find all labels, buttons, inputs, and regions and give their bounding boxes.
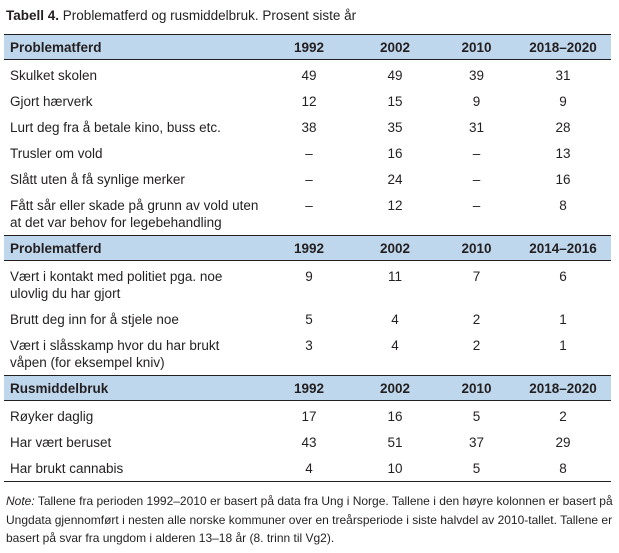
row-label: Slått uten å få synlige merker xyxy=(10,172,185,187)
cell-value: 8 xyxy=(515,455,611,482)
table-row xyxy=(4,261,611,307)
table-caption xyxy=(6,8,615,24)
cell-value: 4 xyxy=(391,312,399,327)
row-label: Har vært beruset xyxy=(10,435,112,450)
header-year-2002: 2002 xyxy=(352,236,438,261)
cell-value: 38 xyxy=(301,120,317,135)
row-label: Skulket skolen xyxy=(10,68,98,83)
row-label: Røyker daglig xyxy=(10,409,94,424)
cell-value: 2 xyxy=(472,338,481,353)
cell-value: 9 xyxy=(305,269,313,284)
cell-value: 13 xyxy=(555,146,571,161)
table-row xyxy=(4,429,611,455)
row-label: Trusler om vold xyxy=(10,146,103,161)
cell-value: 16 xyxy=(387,409,403,424)
cell-value: 49 xyxy=(301,68,317,83)
table-row xyxy=(4,401,611,430)
row-label: Lurt deg fra å betale kino, buss etc. xyxy=(10,120,221,135)
cell-value: – xyxy=(305,146,313,161)
cell-value: 28 xyxy=(555,120,571,135)
header-year-2018-2020: 2018–2020 xyxy=(515,376,611,401)
cell-value: 16 xyxy=(555,172,571,187)
header-year-2014-2016: 2014–2016 xyxy=(515,236,611,261)
caption-text: Problematferd og rusmiddelbruk. Prosent siste år xyxy=(62,8,357,23)
row-label xyxy=(4,332,266,376)
cell-value: 31 xyxy=(468,120,485,135)
header-year-2010: 2010 xyxy=(438,35,515,60)
table-row xyxy=(4,306,611,332)
row-label-line-1: Vært i kontakt med politiet pga. noe xyxy=(10,269,223,284)
cell-value: – xyxy=(472,198,481,213)
cell-value: 2 xyxy=(559,409,567,424)
header-year-2018-2020: 2018–2020 xyxy=(515,35,611,60)
row-label: Brutt deg inn for å stjele noe xyxy=(10,312,179,327)
cell-value: 10 xyxy=(352,455,438,482)
table-row xyxy=(4,60,611,89)
cell-value: 37 xyxy=(468,435,485,450)
cell-value: 31 xyxy=(555,68,571,83)
cell-value: 3 xyxy=(305,338,313,353)
header-year-2002: 2002 xyxy=(352,376,438,401)
header-year-2010: 2010 xyxy=(438,376,515,401)
cell-value: – xyxy=(472,146,481,161)
cell-value: 17 xyxy=(301,409,317,424)
row-label-line-1: Fått sår eller skade på grunn av vold uten xyxy=(10,198,259,213)
section-header-problematferd-1 xyxy=(4,35,611,60)
table-row xyxy=(4,88,611,114)
cell-value: 4 xyxy=(266,455,352,482)
cell-value: – xyxy=(305,198,313,213)
header-label: Problematferd xyxy=(4,35,266,60)
row-label-line-2: våpen (for eksempel kniv) xyxy=(10,355,165,370)
row-label xyxy=(4,192,266,236)
cell-value: 5 xyxy=(438,455,515,482)
row-label-line-1: Vært i slåsskamp hvor du har brukt xyxy=(10,338,220,353)
cell-value: – xyxy=(305,172,313,187)
cell-value: 8 xyxy=(559,198,567,213)
cell-value: 35 xyxy=(387,120,403,135)
row-label: Har brukt cannabis xyxy=(4,455,266,482)
cell-value: 49 xyxy=(387,68,403,83)
cell-value: 12 xyxy=(301,94,317,109)
section-header-problematferd-2 xyxy=(4,236,611,261)
header-year-1992: 1992 xyxy=(266,35,352,60)
table-row xyxy=(4,166,611,192)
row-label-line-2: at det var behov for legebehandling xyxy=(10,215,222,230)
cell-value: 1 xyxy=(559,338,567,353)
cell-value: 16 xyxy=(387,146,403,161)
cell-value: 6 xyxy=(559,269,567,284)
header-label: Rusmiddelbruk xyxy=(4,376,266,401)
note-label: Note: xyxy=(6,494,35,508)
cell-value: 11 xyxy=(387,269,402,284)
row-label xyxy=(4,261,266,307)
header-year-2010: 2010 xyxy=(438,236,515,261)
row-label: Gjort hærverk xyxy=(10,94,93,109)
cell-value: – xyxy=(472,172,481,187)
cell-value: 9 xyxy=(559,94,567,109)
cell-value: 1 xyxy=(559,312,567,327)
cell-value: 24 xyxy=(387,172,403,187)
header-year-2002: 2002 xyxy=(352,35,438,60)
cell-value: 7 xyxy=(472,269,481,284)
header-year-1992: 1992 xyxy=(266,376,352,401)
note-text: Tallene fra perioden 1992–2010 er basert på data fra Ung i Norge. Tallene i den høyre kolonnen er basert på Ungdata gjennomført i nesten alle norske kommuner over en treårsperiode i siste halvdel av 2010-tallet. Tallene er basert på svar fra ungdom i alderen 13–18 år (8. trinn til Vg2). xyxy=(6,494,613,545)
data-table xyxy=(4,34,611,482)
cell-value: 4 xyxy=(391,338,399,353)
table-row xyxy=(4,140,611,166)
table-row xyxy=(4,114,611,140)
cell-value: 5 xyxy=(472,409,481,424)
cell-value: 2 xyxy=(472,312,481,327)
cell-value: 5 xyxy=(305,312,313,327)
header-label: Problematferd xyxy=(4,236,266,261)
table-row xyxy=(4,332,611,376)
table-row xyxy=(4,192,611,236)
cell-value: 29 xyxy=(555,435,571,450)
caption-label: Tabell 4. xyxy=(6,8,60,23)
cell-value: 39 xyxy=(468,68,485,83)
cell-value: 43 xyxy=(301,435,317,450)
header-year-1992: 1992 xyxy=(266,236,352,261)
table-row xyxy=(4,455,611,482)
cell-value: 12 xyxy=(387,198,403,213)
cell-value: 9 xyxy=(472,94,481,109)
section-header-rusmiddelbruk xyxy=(4,376,611,401)
cell-value: 51 xyxy=(387,435,403,450)
table-note xyxy=(6,492,616,548)
row-label-line-2: ulovlig du har gjort xyxy=(10,286,121,301)
cell-value: 15 xyxy=(387,94,403,109)
